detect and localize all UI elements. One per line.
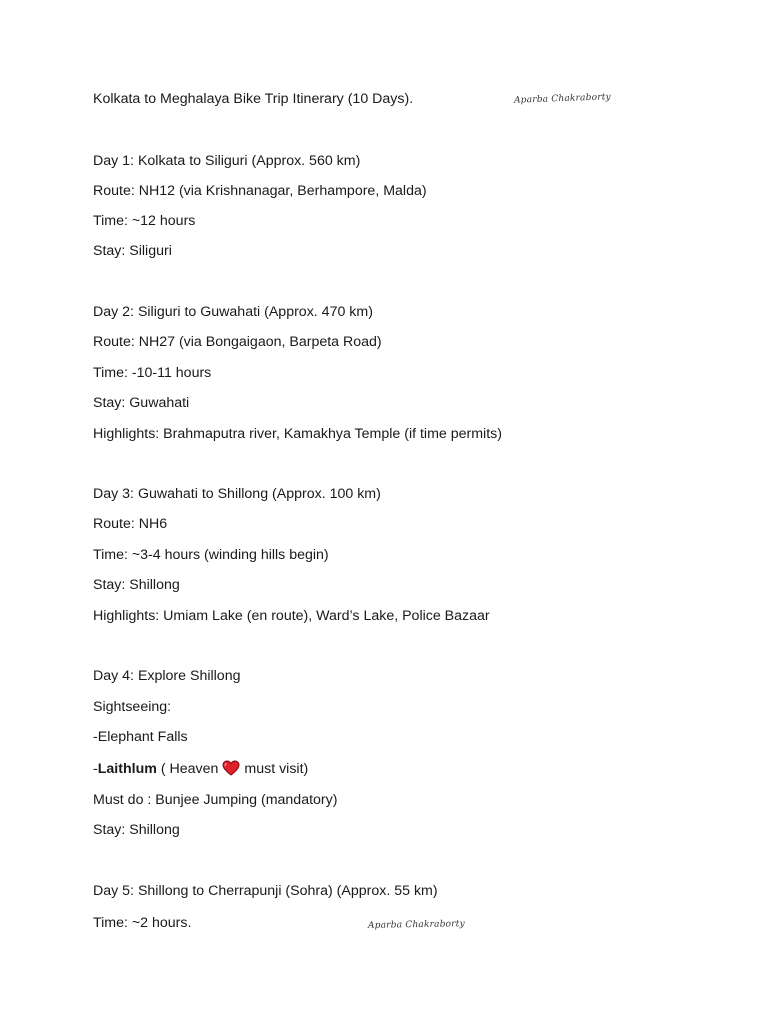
laithlum-suffix: must visit) bbox=[244, 761, 309, 777]
day1-heading: Day 1: Kolkata to Siliguri (Approx. 560 km) bbox=[93, 153, 361, 169]
laithlum-heaven-text: ( Heaven bbox=[160, 761, 219, 777]
day2-stay: Stay: Guwahati bbox=[93, 395, 190, 411]
laithlum-prefix: - bbox=[93, 761, 98, 777]
day3-time: Time: ~3-4 hours (winding hills begin) bbox=[93, 547, 329, 563]
document-title: Kolkata to Meghalaya Bike Trip Itinerary (10 Days). bbox=[93, 91, 414, 107]
day3-highlights: Highlights: Umiam Lake (en route), Ward’s Lake, Police Bazaar bbox=[93, 608, 490, 624]
day2-route: Route: NH27 (via Bongaigaon, Barpeta Road) bbox=[93, 334, 382, 350]
day2-heading: Day 2: Siliguri to Guwahati (Approx. 470 km) bbox=[93, 304, 373, 320]
day5-time: Time: ~2 hours. bbox=[93, 915, 192, 931]
day4-item-laithlum bbox=[93, 760, 308, 781]
day4-stay: Stay: Shillong bbox=[93, 822, 180, 838]
day4-heading: Day 4: Explore Shillong bbox=[93, 668, 241, 684]
day4-sightseeing: Sightseeing: bbox=[93, 699, 172, 715]
laithlum-name: Laithlum bbox=[97, 761, 157, 777]
day3-route: Route: NH6 bbox=[93, 516, 168, 532]
day3-heading: Day 3: Guwahati to Shillong (Approx. 100 km) bbox=[93, 486, 381, 502]
red-heart-icon bbox=[222, 760, 240, 781]
day1-route: Route: NH12 (via Krishnanagar, Berhampore, Malda) bbox=[93, 183, 427, 199]
day3-stay: Stay: Shillong bbox=[93, 577, 180, 593]
day4-mustdo: Must do : Bunjee Jumping (mandatory) bbox=[93, 792, 338, 808]
day1-stay: Stay: Siliguri bbox=[93, 243, 172, 259]
day2-time: Time: -10-11 hours bbox=[93, 365, 212, 381]
signature-bottom: Aparba Chakraborty bbox=[367, 919, 465, 931]
day1-time: Time: ~12 hours bbox=[93, 213, 196, 229]
day4-item-elephant-falls: -Elephant Falls bbox=[93, 729, 188, 745]
day2-highlights: Highlights: Brahmaputra river, Kamakhya Temple (if time permits) bbox=[93, 426, 502, 442]
day5-heading: Day 5: Shillong to Cherrapunji (Sohra) (Approx. 55 km) bbox=[93, 883, 438, 899]
signature-top: Aparba Chakraborty bbox=[513, 92, 612, 106]
